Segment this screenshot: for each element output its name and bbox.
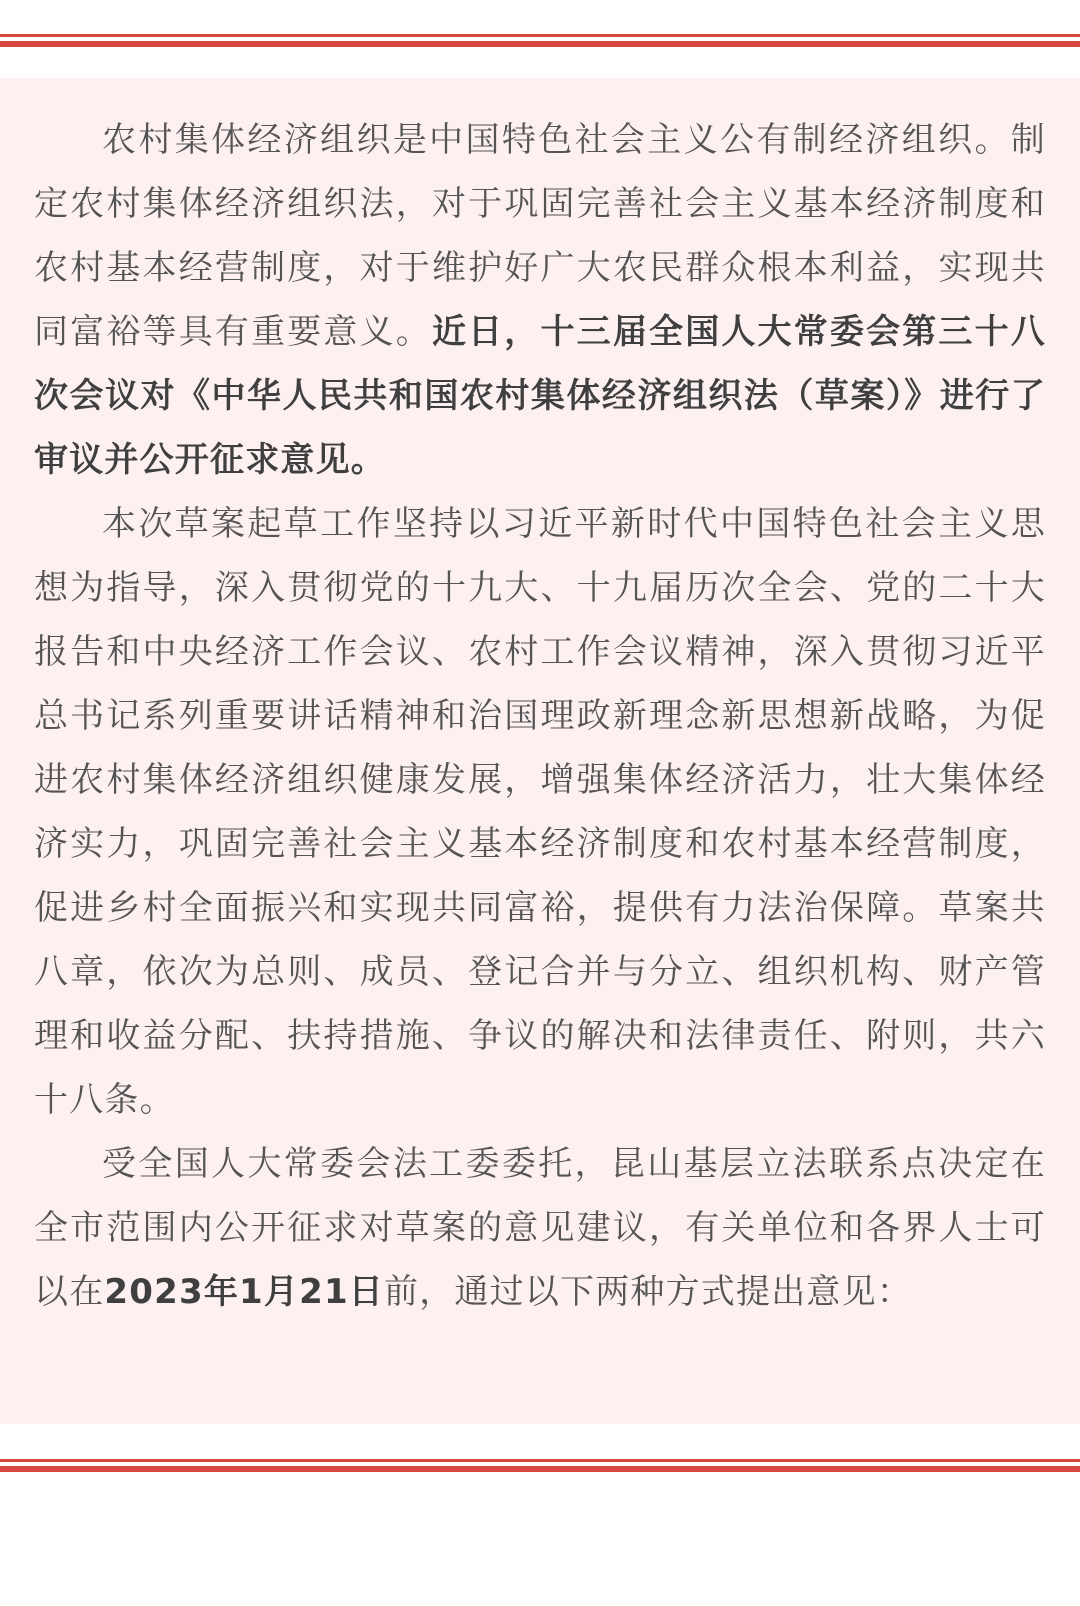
paragraph-intro-text: 农村集体经济组织是中国特色社会主义公有制经济组织。制定农村集体经济组织法，对于巩固完善社会主义基本经济制度和农村基本经营制度，对于维护好广大农民群众根本利益，实现共同富裕等具有重要意义。 (34, 120, 1046, 352)
bottom-divider-thick (0, 1466, 1080, 1472)
paragraph-call-text-start: 受全国人大常委会法工委委托，昆山基层立法联系点决定在全市范围内公开征求对草案的意见建议，有关单位和各界人士可以在 (34, 1144, 1046, 1312)
bottom-divider-thin (0, 1459, 1080, 1462)
paragraph-intro-highlight: 近日，十三届全国人大常委会第三十八次会议对《中华人民共和国农村集体经济组织法（草案）》进行了审议并公开征求意见。 (34, 312, 1046, 480)
top-divider-thin (0, 34, 1080, 37)
paragraph-call-text-end: 前，通过以下两种方式提出意见： (384, 1272, 913, 1312)
top-divider-thick (0, 41, 1080, 47)
paragraph-draft-summary (34, 492, 1046, 1132)
paragraph-intro (34, 108, 1046, 492)
article-body (34, 108, 1046, 1324)
paragraph-call-for-comments (34, 1132, 1046, 1324)
deadline-date: 2023年1月21日 (104, 1272, 385, 1312)
paragraph-draft-summary-text: 本次草案起草工作坚持以习近平新时代中国特色社会主义思想为指导，深入贯彻党的十九大、十九届历次全会、党的二十大报告和中央经济工作会议、农村工作会议精神，深入贯彻习近平总书记系列重要讲话精神和治国理政新理念新思想新战略，为促进农村集体经济组织健康发展，增强集体经济活力，壮大集体经济实力，巩固完善社会主义基本经济制度和农村基本经营制度，促进乡村全面振兴和实现共同富裕，提供有力法治保障。草案共八章，依次为总则、成员、登记合并与分立、组织机构、财产管理和收益分配、扶持措施、争议的解决和法律责任、附则，共六十八条。 (34, 504, 1046, 1120)
